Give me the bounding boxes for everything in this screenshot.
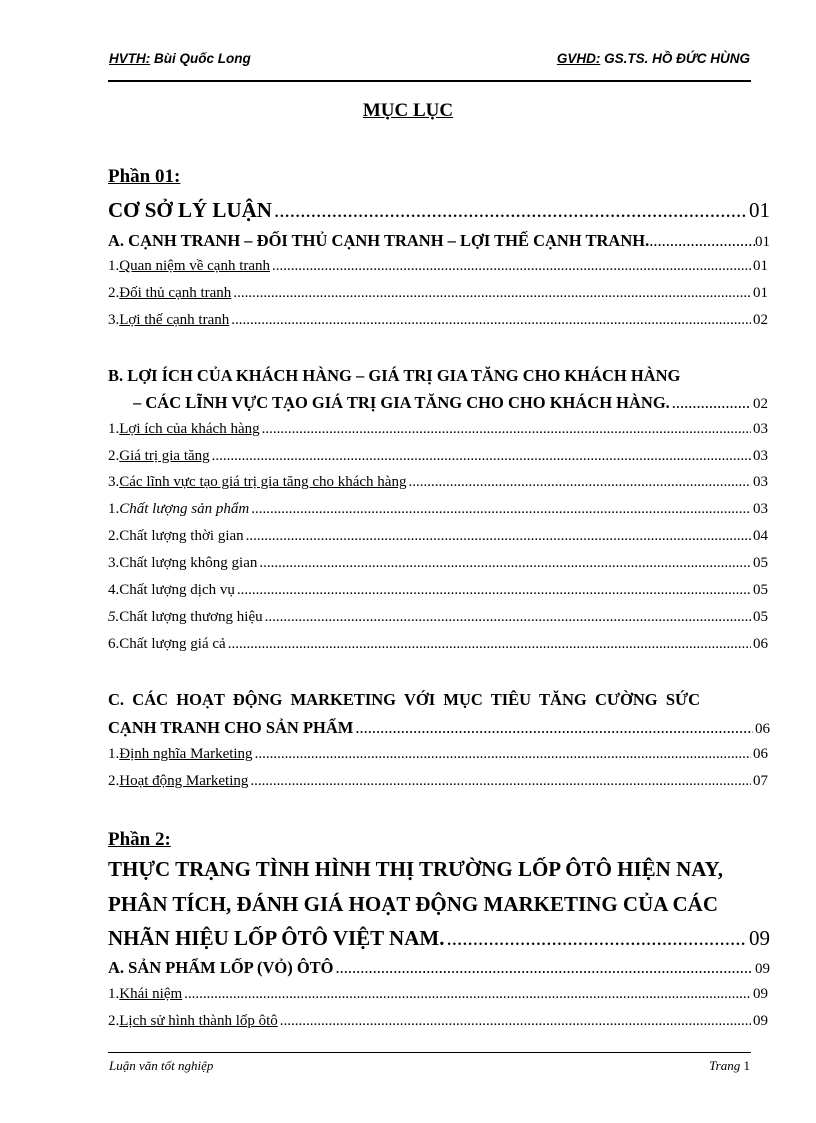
toc-entry-part2-line3[interactable]	[108, 926, 770, 951]
entry-page: 03	[753, 421, 768, 437]
toc-entry-b3-1[interactable]	[108, 501, 768, 518]
toc-entry-b1[interactable]	[108, 421, 768, 438]
entry-text: Đối thủ cạnh tranh	[119, 285, 232, 301]
toc-entry-b3-3[interactable]	[108, 555, 768, 572]
entry-number: 2.	[108, 1013, 120, 1029]
entry-text: Quan niệm về cạnh tranh	[119, 258, 271, 274]
toc-entry-c1[interactable]	[108, 746, 768, 763]
entry-page: 01	[753, 258, 768, 274]
entry-page: 01	[749, 198, 770, 222]
toc-entry-section-a[interactable]	[108, 231, 770, 251]
header-rule	[108, 80, 751, 82]
entry-page: 01	[755, 234, 770, 250]
toc-entry-a2[interactable]	[108, 285, 768, 302]
entry-text: Hoạt động Marketing	[119, 773, 249, 789]
entry-page: 05	[753, 582, 768, 598]
entry-number: 1.	[108, 258, 120, 274]
toc-entry-c2[interactable]	[108, 773, 768, 790]
footer-page-value: 1	[743, 1058, 750, 1073]
entry-text: Lợi thế cạnh tranh	[119, 312, 230, 328]
student-header	[109, 51, 251, 66]
entry-page: 09	[753, 1013, 768, 1029]
toc-entry-b3-4[interactable]	[108, 582, 768, 599]
toc-entry-section-b-line1[interactable]: B. LỢI ÍCH CỦA KHÁCH HÀNG – GIÁ TRỊ GIA TĂNG CHO KHÁCH HÀNG	[108, 366, 681, 385]
entry-number: 1.	[108, 986, 120, 1002]
entry-text: Giá trị gia tăng	[119, 448, 210, 464]
toc-entry-part1-title[interactable]	[108, 198, 770, 223]
footer-rule	[108, 1052, 751, 1053]
entry-page: 01	[753, 285, 768, 301]
entry-page: 09	[749, 926, 770, 950]
toc-entry-a3[interactable]	[108, 312, 768, 329]
entry-page: 05	[753, 555, 768, 571]
entry-text: Lợi ích của khách hàng	[119, 421, 260, 437]
entry-text: A. CẠNH TRANH – ĐỐI THỦ CẠNH TRANH – LỢI THẾ CẠNH TRANH.	[108, 231, 650, 250]
entry-text: CẠNH TRANH CHO SẢN PHẨM	[108, 718, 354, 737]
entry-number: 3.	[108, 555, 120, 571]
entry-number: 2.	[108, 448, 120, 464]
entry-page: 05	[753, 609, 768, 625]
student-label: HVTH:	[109, 51, 151, 66]
entry-page: 09	[753, 986, 768, 1002]
entry-number: 1.	[108, 421, 120, 437]
entry-number: 2.	[108, 528, 120, 544]
advisor-label: GVHD:	[556, 51, 601, 66]
entry-number: 1.	[108, 746, 120, 762]
entry-number: 5.	[108, 609, 120, 625]
entry-number: 2.	[108, 773, 120, 789]
entry-page: 03	[753, 501, 768, 517]
entry-text: Lịch sử hình thành lốp ôtô	[119, 1013, 278, 1029]
entry-page: 04	[753, 528, 768, 544]
footer-thesis-label: Luận văn tốt nghiệp	[109, 1058, 214, 1073]
part1-heading: Phần 01:	[108, 166, 181, 187]
advisor-name: GS.TS. HỒ ĐỨC HÙNG	[600, 51, 750, 66]
toc-entry-section-c-line1[interactable]: C. CÁC HOẠT ĐỘNG MARKETING VỚI MỤC TIÊU TĂNG CƯỜNG SỨC	[108, 690, 701, 709]
entry-page: 02	[753, 396, 768, 412]
toc-entry-b2[interactable]	[108, 448, 768, 465]
entry-text: Khái niệm	[119, 986, 183, 1002]
toc-entry-b3-5[interactable]	[108, 609, 768, 626]
entry-page: 03	[753, 448, 768, 464]
toc-entry-section-c-line2[interactable]	[108, 718, 770, 738]
entry-page: 06	[753, 746, 768, 762]
entry-text: Chất lượng thời gian	[119, 528, 244, 544]
entry-text: Chất lượng giá cả	[119, 636, 226, 652]
entry-text: – CÁC LĨNH VỰC TẠO GIÁ TRỊ GIA TĂNG CHO CHO KHÁCH HÀNG.	[133, 393, 670, 412]
entry-text: Chất lượng sản phẩm	[119, 501, 250, 517]
entry-text: CƠ SỞ LÝ LUẬN	[108, 198, 272, 222]
toc-entry-part2-section-a[interactable]	[108, 958, 770, 978]
entry-number: 1.	[108, 501, 120, 517]
student-name: Bùi Quốc Long	[150, 51, 251, 66]
entry-text: Định nghĩa Marketing	[119, 746, 253, 762]
entry-text: A. SẢN PHẨM LỐP (VỎ) ÔTÔ	[108, 958, 334, 977]
toc-entry-b3[interactable]	[108, 474, 768, 491]
toc-entry-part2-line2[interactable]: PHÂN TÍCH, ĐÁNH GIÁ HOẠT ĐỘNG MARKETING CỦA CÁC	[108, 892, 719, 916]
entry-text: NHÃN HIỆU LỐP ÔTÔ VIỆT NAM.	[108, 926, 445, 950]
footer-page-number	[709, 1058, 750, 1074]
entry-text: Các lĩnh vực tạo giá trị gia tăng cho khách hàng	[119, 474, 407, 490]
page-title: MỤC LỤC	[362, 100, 454, 121]
entry-text: Chất lượng thương hiệu	[119, 609, 263, 625]
toc-entry-part2-line1[interactable]: THỰC TRẠNG TÌNH HÌNH THỊ TRƯỜNG LỐP ÔTÔ HIỆN NAY,	[108, 857, 723, 881]
entry-text: Chất lượng không gian	[119, 555, 258, 571]
entry-number: 3.	[108, 474, 120, 490]
footer-page-label: Trang	[709, 1058, 741, 1073]
entry-number: 3.	[108, 312, 120, 328]
entry-page: 02	[753, 312, 768, 328]
entry-number: 6.	[108, 636, 120, 652]
entry-number: 4.	[108, 582, 120, 598]
entry-page: 03	[753, 474, 768, 490]
toc-entry-b3-6[interactable]	[108, 636, 768, 653]
entry-page: 06	[755, 721, 770, 737]
toc-entry-b3-2[interactable]	[108, 528, 768, 545]
toc-entry-section-b-line2[interactable]	[133, 393, 768, 413]
entry-page: 07	[753, 773, 768, 789]
toc-entry-p2a1[interactable]	[108, 986, 768, 1003]
entry-number: 2.	[108, 285, 120, 301]
part2-heading: Phần 2:	[108, 829, 171, 850]
entry-page: 09	[755, 961, 770, 977]
advisor-header	[557, 51, 750, 66]
entry-text: Chất lượng dịch vụ	[119, 582, 235, 598]
toc-entry-a1[interactable]	[108, 258, 768, 275]
entry-page: 06	[753, 636, 768, 652]
toc-entry-p2a2[interactable]	[108, 1013, 768, 1030]
